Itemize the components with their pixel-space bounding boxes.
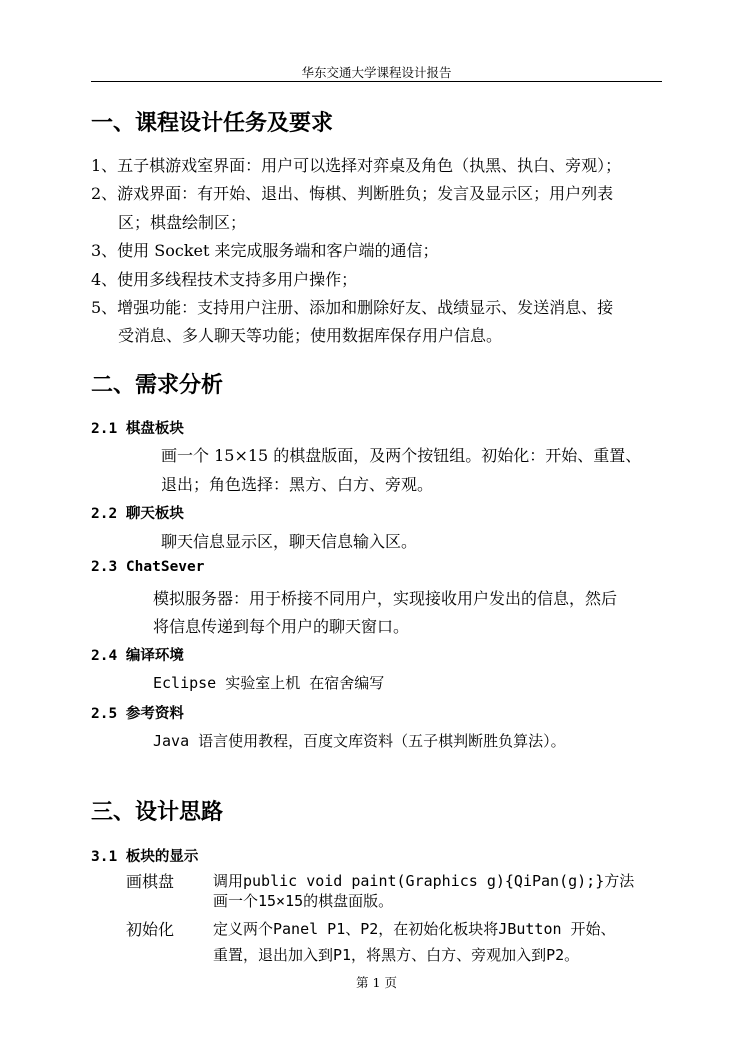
subsection-2-3-line-1: 模拟服务器：用于桥接不同用户，实现接收用户发出的信息，然后 [153,589,618,608]
header-divider [91,81,662,82]
design-row-label-init: 初始化 [126,920,175,939]
subsection-2-1-line-2: 退出；角色选择：黑方、白方、旁观。 [161,475,434,494]
section-2-heading: 二、需求分析 [91,373,224,398]
subsection-2-3-line-2: 将信息传递到每个用户的聊天窗口。 [153,617,410,636]
subsection-2-3-title: 2.3 ChatSever [91,559,205,575]
subsection-3-1-title: 3.1 板块的显示 [91,849,199,865]
design-row-draw-board-line-1: 调用public void paint(Graphics g){QiPan(g);}方法 [213,872,635,890]
requirement-line-2-cont: 区；棋盘绘制区； [118,213,247,232]
subsection-2-2-title: 2.2 聊天板块 [91,506,184,522]
section-3-heading: 三、设计思路 [91,800,224,825]
requirement-line-5-cont: 受消息、多人聊天等功能；使用数据库保存用户信息。 [118,326,503,345]
design-row-draw-board-line-2: 画一个15×15的棋盘面版。 [213,892,394,910]
subsection-2-5-line-1: Java 语言使用教程，百度文库资料（五子棋判断胜负算法）。 [153,732,566,750]
requirement-line-4: 4、使用多线程技术支持多用户操作； [91,270,358,289]
subsection-2-4-line-1: Eclipse 实验室上机 在宿舍编写 [153,674,385,692]
page-number: 第 1 页 [356,975,397,990]
subsection-2-4-title: 2.4 编译环境 [91,648,184,664]
requirement-line-2: 2、游戏界面：有开始、退出、悔棋、判断胜负；发言及显示区；用户列表 [91,184,614,203]
subsection-2-1-line-1: 画一个 15×15 的棋盘版面，及两个按钮组。初始化：开始、重置、 [161,446,642,465]
subsection-2-5-title: 2.5 参考资料 [91,706,184,722]
subsection-2-1-title: 2.1 棋盘板块 [91,421,184,437]
requirement-line-3: 3、使用 Socket 来完成服务端和客户端的通信； [91,241,439,260]
design-row-init-line-1: 定义两个Panel P1、P2，在初始化板块将JButton 开始、 [213,920,616,938]
requirement-line-5: 5、增强功能：支持用户注册、添加和删除好友、战绩显示、发送消息、接 [91,298,614,317]
section-1-heading: 一、课程设计任务及要求 [91,111,334,136]
design-row-label-draw-board: 画棋盘 [126,872,175,891]
subsection-2-2-line-1: 聊天信息显示区，聊天信息输入区。 [161,532,418,551]
design-row-init-line-2: 重置，退出加入到P1，将黑方、白方、旁观加入到P2。 [213,946,580,964]
requirement-line-1: 1、五子棋游戏室界面：用户可以选择对弈桌及角色（执黑、执白、旁观）； [91,156,622,175]
page-header-title: 华东交通大学课程设计报告 [301,65,452,80]
